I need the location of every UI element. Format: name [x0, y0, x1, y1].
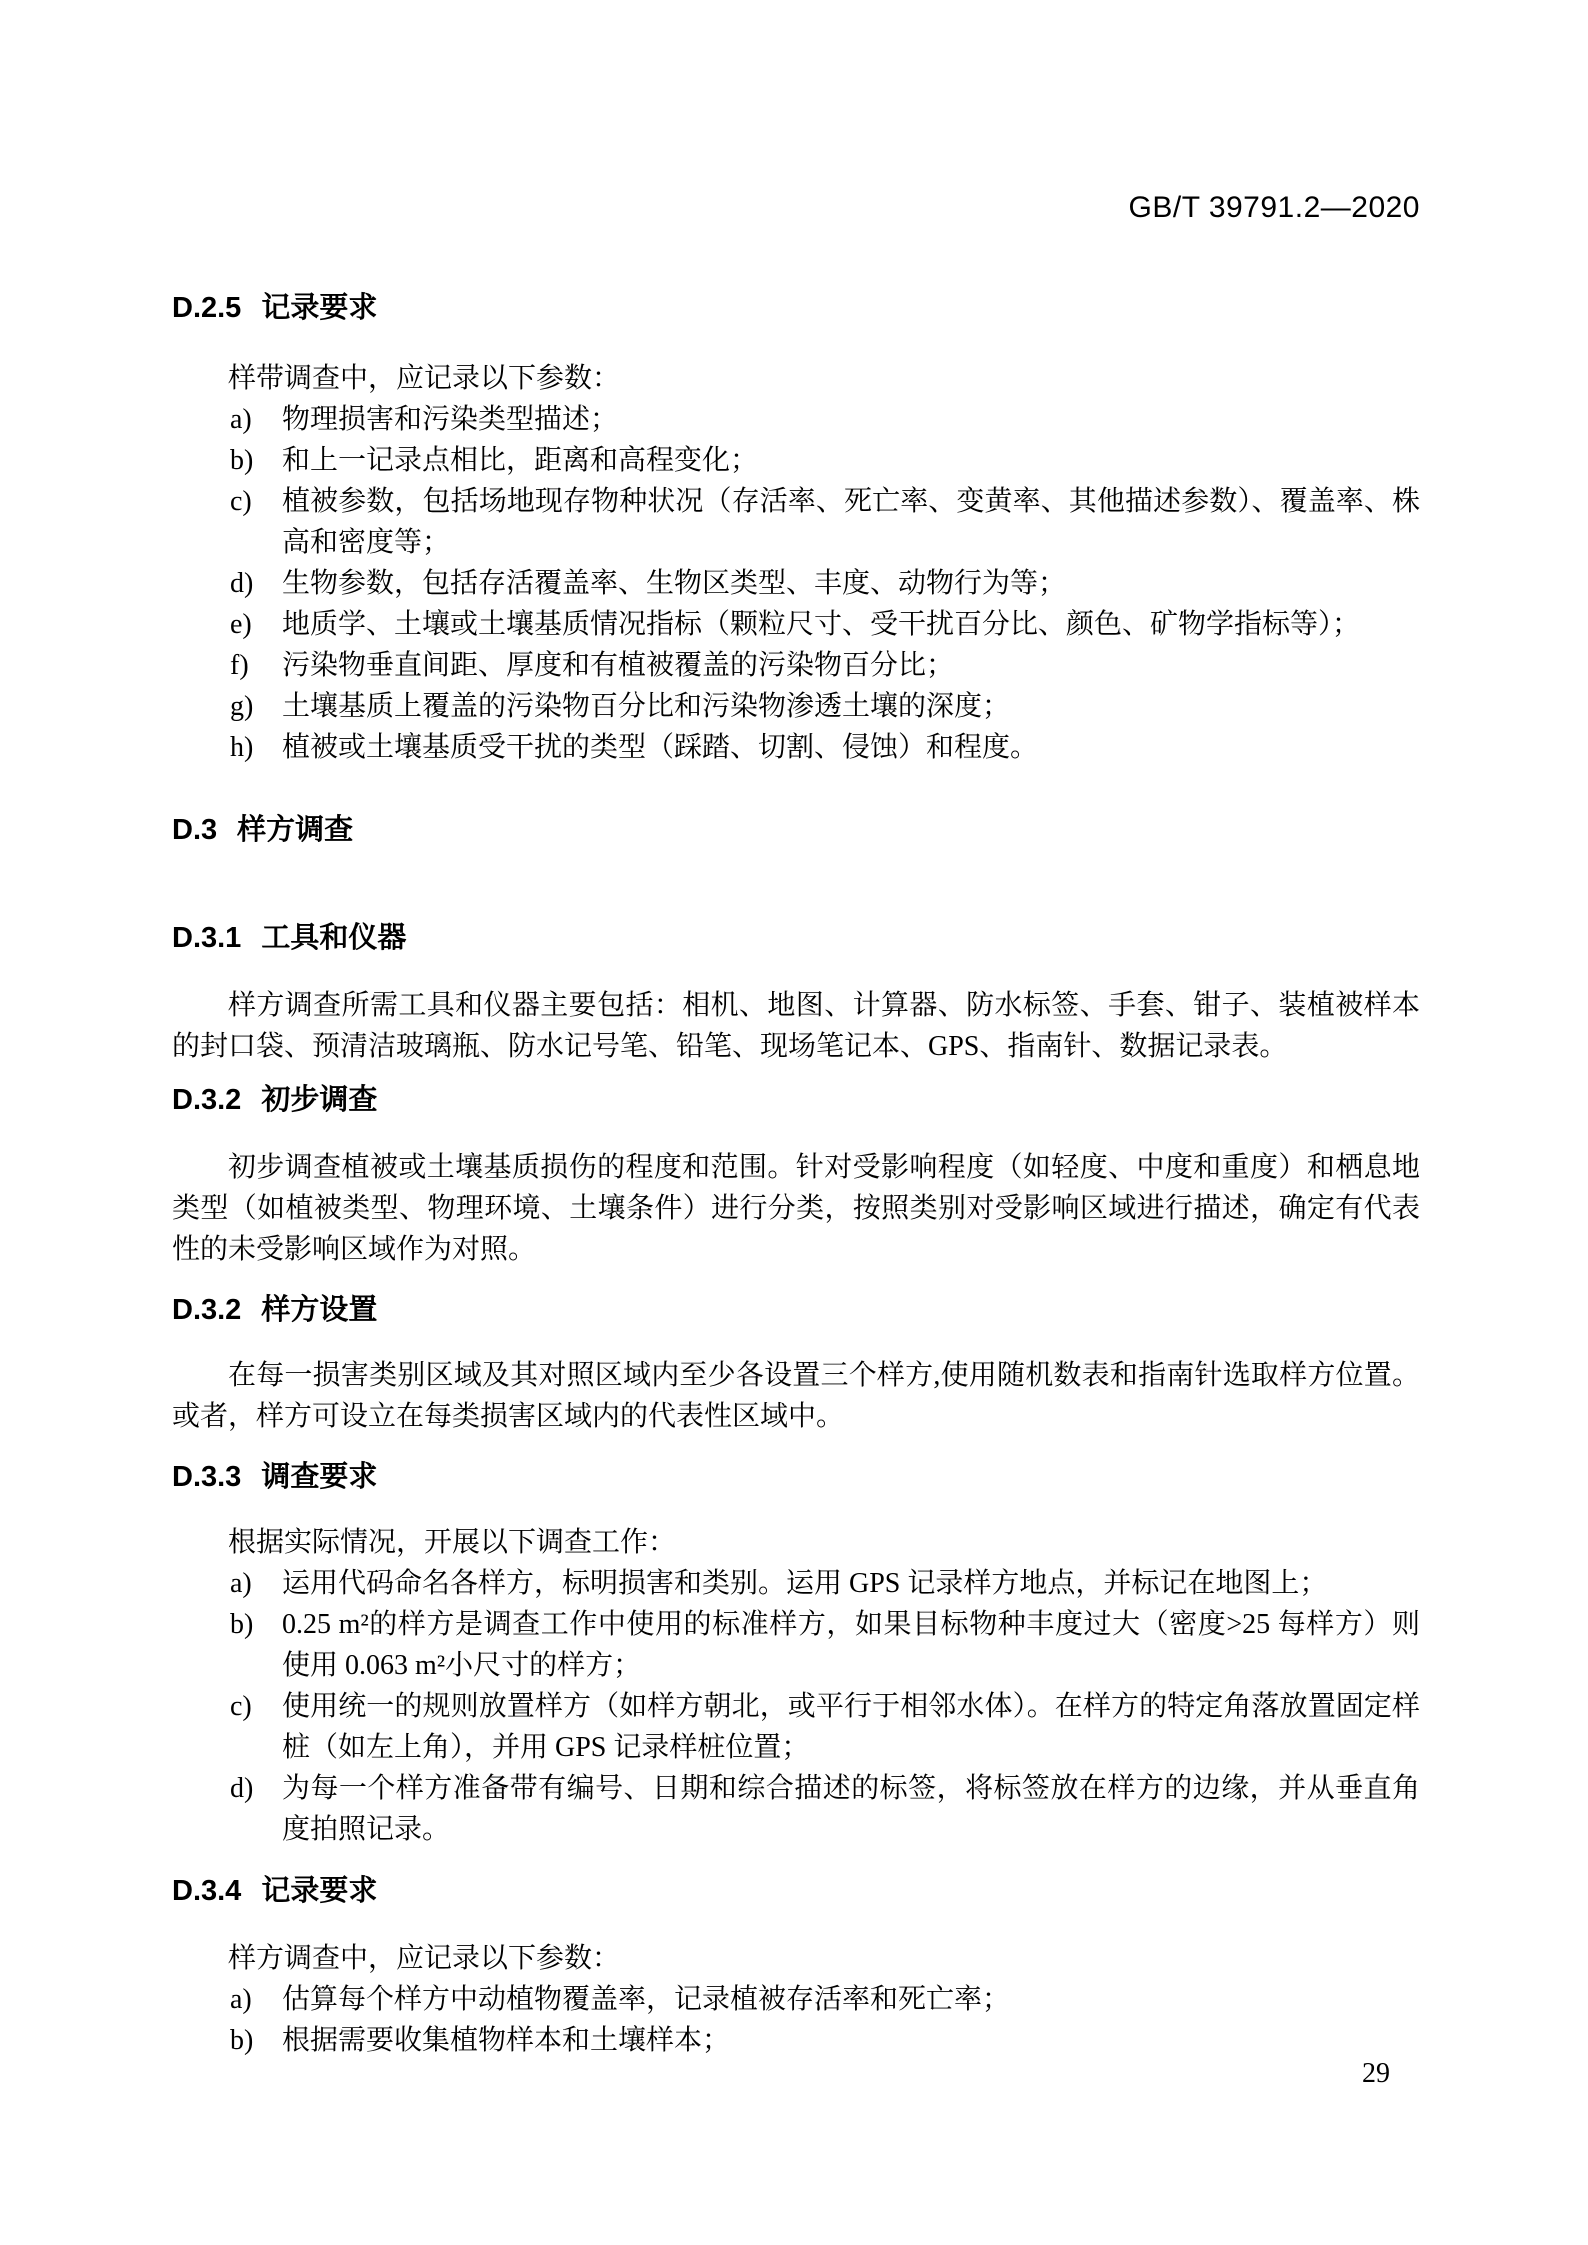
section-heading: [172, 293, 1420, 323]
list-item-text: 污染物垂直间距、厚度和有植被覆盖的污染物百分比；: [282, 650, 955, 681]
standard-code-header: GB/T 39791.2—2020: [1128, 191, 1420, 224]
section-number: D.3: [172, 814, 218, 846]
list-item: [172, 1768, 1420, 1850]
section-title: 初步调查: [261, 1084, 378, 1116]
list-item: [172, 1563, 1420, 1604]
list-item: [172, 399, 1420, 440]
list-item-text: 植被或土壤基质受干扰的类型（踩踏、切割、侵蚀）和程度。: [282, 732, 1039, 763]
list-item-label: f): [230, 650, 249, 681]
list-item-text: 植被参数，包括场地现存物种状况（存活率、死亡率、变黄率、其他描述参数）、覆盖率、株高和密度等；: [282, 486, 1420, 558]
list-item-text: 运用代码命名各样方，标明损害和类别。运用 GPS 记录样方地点，并标记在地图上；: [282, 1568, 1328, 1599]
document-body: [172, 293, 1420, 2061]
paragraph: 样方调查中，应记录以下参数：: [228, 1943, 621, 1974]
list-item-text: 地质学、土壤或土壤基质情况指标（颗粒尺寸、受干扰百分比、颜色、矿物学指标等）；: [282, 609, 1361, 640]
section-title: 样方调查: [237, 814, 354, 846]
list-item-text: 物理损害和污染类型描述；: [282, 404, 619, 435]
list-item-label: b): [230, 2025, 254, 2056]
list-item: [172, 563, 1420, 604]
list-item: [172, 604, 1420, 645]
list-item: [172, 1979, 1420, 2020]
paragraph: 在每一损害类别区域及其对照区域内至少各设置三个样方,使用随机数表和指南针选取样方位置。或者，样方可设立在每类损害区域内的代表性区域中。: [172, 1360, 1420, 1432]
list-item-label: g): [230, 691, 254, 722]
list-item-text: 生物参数，包括存活覆盖率、生物区类型、丰度、动物行为等；: [282, 568, 1067, 599]
section-heading: [172, 1876, 1420, 1906]
section-heading: [172, 923, 1420, 953]
page-content: [172, 0, 1420, 2061]
list-item-label: b): [230, 445, 254, 476]
list-item: [172, 645, 1420, 686]
list-item-label: d): [230, 1773, 254, 1804]
list-item: [172, 440, 1420, 481]
section-number: D.3.2: [172, 1294, 242, 1326]
section-heading: [172, 815, 1420, 845]
section-number: D.2.5: [172, 292, 242, 324]
section-title: 记录要求: [261, 1875, 378, 1907]
list-item-label: h): [230, 732, 254, 763]
section-title: 样方设置: [261, 1294, 378, 1326]
list-item-text: 根据需要收集植物样本和土壤样本；: [282, 2025, 731, 2056]
section-number: D.3.1: [172, 922, 242, 954]
section-title: 调查要求: [261, 1461, 378, 1493]
list-item-label: e): [230, 609, 252, 640]
section-number: D.3.3: [172, 1461, 242, 1493]
list-item-text: 为每一个样方准备带有编号、日期和综合描述的标签，将标签放在样方的边缘，并从垂直角度拍照记录。: [282, 1773, 1420, 1845]
list-item: [172, 1604, 1420, 1686]
paragraph: 初步调查植被或土壤基质损伤的程度和范围。针对受影响程度（如轻度、中度和重度）和栖息地类型（如植被类型、物理环境、土壤条件）进行分类，按照类别对受影响区域进行描述，确定有代表性的未受影响区域作为对照。: [172, 1152, 1420, 1265]
section-heading: [172, 1462, 1420, 1492]
section-heading: [172, 1085, 1420, 1115]
section-title: 记录要求: [261, 292, 378, 324]
section-number: D.3.4: [172, 1875, 242, 1907]
list-item-label: a): [230, 404, 252, 435]
list-item-label: c): [230, 1691, 252, 1722]
list-item-label: b): [230, 1609, 254, 1640]
list-item: [172, 2020, 1420, 2061]
list-item: [172, 686, 1420, 727]
list-item: [172, 1686, 1420, 1768]
list-item-label: a): [230, 1984, 252, 2015]
paragraph: 根据实际情况，开展以下调查工作：: [228, 1527, 677, 1558]
list-item-text: 使用统一的规则放置样方（如样方朝北，或平行于相邻水体）。在样方的特定角落放置固定样桩（如左上角），并用 GPS 记录样桩位置；: [282, 1691, 1420, 1763]
list-item-text: 土壤基质上覆盖的污染物百分比和污染物渗透土壤的深度；: [282, 691, 1011, 722]
list-item-text: 0.25 m²的样方是调查工作中使用的标准样方，如果目标物种丰度过大（密度>25 每样方）则使用 0.063 m²小尺寸的样方；: [282, 1609, 1420, 1681]
section-title: 工具和仪器: [261, 922, 407, 954]
section-heading: [172, 1295, 1420, 1325]
paragraph: 样方调查所需工具和仪器主要包括：相机、地图、计算器、防水标签、手套、钳子、装植被样本的封口袋、预清洁玻璃瓶、防水记号笔、铅笔、现场笔记本、GPS、指南针、数据记录表。: [172, 990, 1420, 1062]
list-item-text: 估算每个样方中动植物覆盖率，记录植被存活率和死亡率；: [282, 1984, 1011, 2015]
section-number: D.3.2: [172, 1084, 242, 1116]
list-item: [172, 727, 1420, 768]
list-item-label: d): [230, 568, 254, 599]
list-item: [172, 481, 1420, 563]
list-item-label: c): [230, 486, 252, 517]
clause-list: [172, 1979, 1420, 2061]
paragraph: 样带调查中，应记录以下参数：: [228, 363, 621, 394]
page-number: 29: [1362, 2058, 1390, 2089]
list-item-label: a): [230, 1568, 252, 1599]
list-item-text: 和上一记录点相比，距离和高程变化；: [282, 445, 759, 476]
clause-list: [172, 1563, 1420, 1850]
clause-list: [172, 399, 1420, 768]
